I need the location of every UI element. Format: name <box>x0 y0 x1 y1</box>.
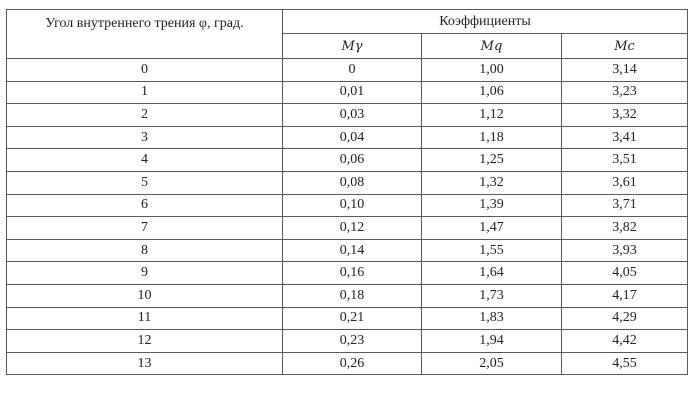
cell-m-c: 4,29 <box>562 307 688 330</box>
cell-phi: 10 <box>7 284 283 307</box>
cell-m-q: 1,18 <box>422 126 562 149</box>
cell-m-q: 2,05 <box>422 352 562 375</box>
coefficient-table <box>6 9 688 375</box>
cell-m-c: 4,55 <box>562 352 688 375</box>
cell-phi: 0 <box>7 59 283 82</box>
cell-m-c: 4,05 <box>562 262 688 285</box>
table-row <box>7 59 688 82</box>
cell-m-q: 1,47 <box>422 217 562 240</box>
cell-m-c: 3,23 <box>562 81 688 104</box>
cell-m-q: 1,25 <box>422 149 562 172</box>
cell-m-q: 1,12 <box>422 104 562 127</box>
cell-m-gamma: 0,01 <box>283 81 422 104</box>
cell-m-gamma: 0,18 <box>283 284 422 307</box>
table-row <box>7 104 688 127</box>
cell-phi: 6 <box>7 194 283 217</box>
cell-m-gamma: 0,08 <box>283 171 422 194</box>
cell-phi: 8 <box>7 239 283 262</box>
cell-phi: 13 <box>7 352 283 375</box>
cell-m-gamma: 0,26 <box>283 352 422 375</box>
table-row <box>7 262 688 285</box>
cell-m-c: 3,71 <box>562 194 688 217</box>
cell-m-c: 3,82 <box>562 217 688 240</box>
cell-m-gamma: 0 <box>283 59 422 82</box>
coefficients-group-header: Коэффициенты <box>283 10 688 34</box>
table-row <box>7 307 688 330</box>
table-row <box>7 284 688 307</box>
cell-phi: 9 <box>7 262 283 285</box>
table-row <box>7 81 688 104</box>
cell-m-q: 1,73 <box>422 284 562 307</box>
cell-m-c: 3,41 <box>562 126 688 149</box>
table-row <box>7 149 688 172</box>
cell-phi: 5 <box>7 171 283 194</box>
cell-phi: 7 <box>7 217 283 240</box>
cell-m-c: 3,51 <box>562 149 688 172</box>
cell-phi: 11 <box>7 307 283 330</box>
table-row <box>7 352 688 375</box>
coefficient-table-container <box>6 9 688 375</box>
cell-m-q: 1,83 <box>422 307 562 330</box>
table-row <box>7 330 688 353</box>
column-header-m-c: Mc <box>562 34 688 59</box>
friction-angle-header: Угол внутреннего трения φ, град. <box>7 10 283 59</box>
cell-m-gamma: 0,12 <box>283 217 422 240</box>
table-row <box>7 239 688 262</box>
column-header-m-gamma: Mγ <box>283 34 422 59</box>
cell-m-c: 3,14 <box>562 59 688 82</box>
cell-m-q: 1,06 <box>422 81 562 104</box>
cell-m-c: 3,32 <box>562 104 688 127</box>
cell-m-c: 3,61 <box>562 171 688 194</box>
cell-phi: 4 <box>7 149 283 172</box>
cell-m-gamma: 0,23 <box>283 330 422 353</box>
cell-m-q: 1,32 <box>422 171 562 194</box>
cell-m-gamma: 0,21 <box>283 307 422 330</box>
cell-phi: 3 <box>7 126 283 149</box>
cell-m-gamma: 0,03 <box>283 104 422 127</box>
cell-m-c: 4,17 <box>562 284 688 307</box>
cell-m-gamma: 0,04 <box>283 126 422 149</box>
cell-m-c: 4,42 <box>562 330 688 353</box>
cell-m-gamma: 0,14 <box>283 239 422 262</box>
cell-phi: 2 <box>7 104 283 127</box>
cell-phi: 1 <box>7 81 283 104</box>
table-row <box>7 194 688 217</box>
cell-m-q: 1,55 <box>422 239 562 262</box>
cell-m-gamma: 0,06 <box>283 149 422 172</box>
cell-phi: 12 <box>7 330 283 353</box>
table-row <box>7 171 688 194</box>
cell-m-gamma: 0,16 <box>283 262 422 285</box>
cell-m-gamma: 0,10 <box>283 194 422 217</box>
table-row <box>7 126 688 149</box>
cell-m-q: 1,39 <box>422 194 562 217</box>
cell-m-q: 1,94 <box>422 330 562 353</box>
cell-m-c: 3,93 <box>562 239 688 262</box>
column-header-m-q: Mq <box>422 34 562 59</box>
cell-m-q: 1,00 <box>422 59 562 82</box>
table-row <box>7 217 688 240</box>
cell-m-q: 1,64 <box>422 262 562 285</box>
